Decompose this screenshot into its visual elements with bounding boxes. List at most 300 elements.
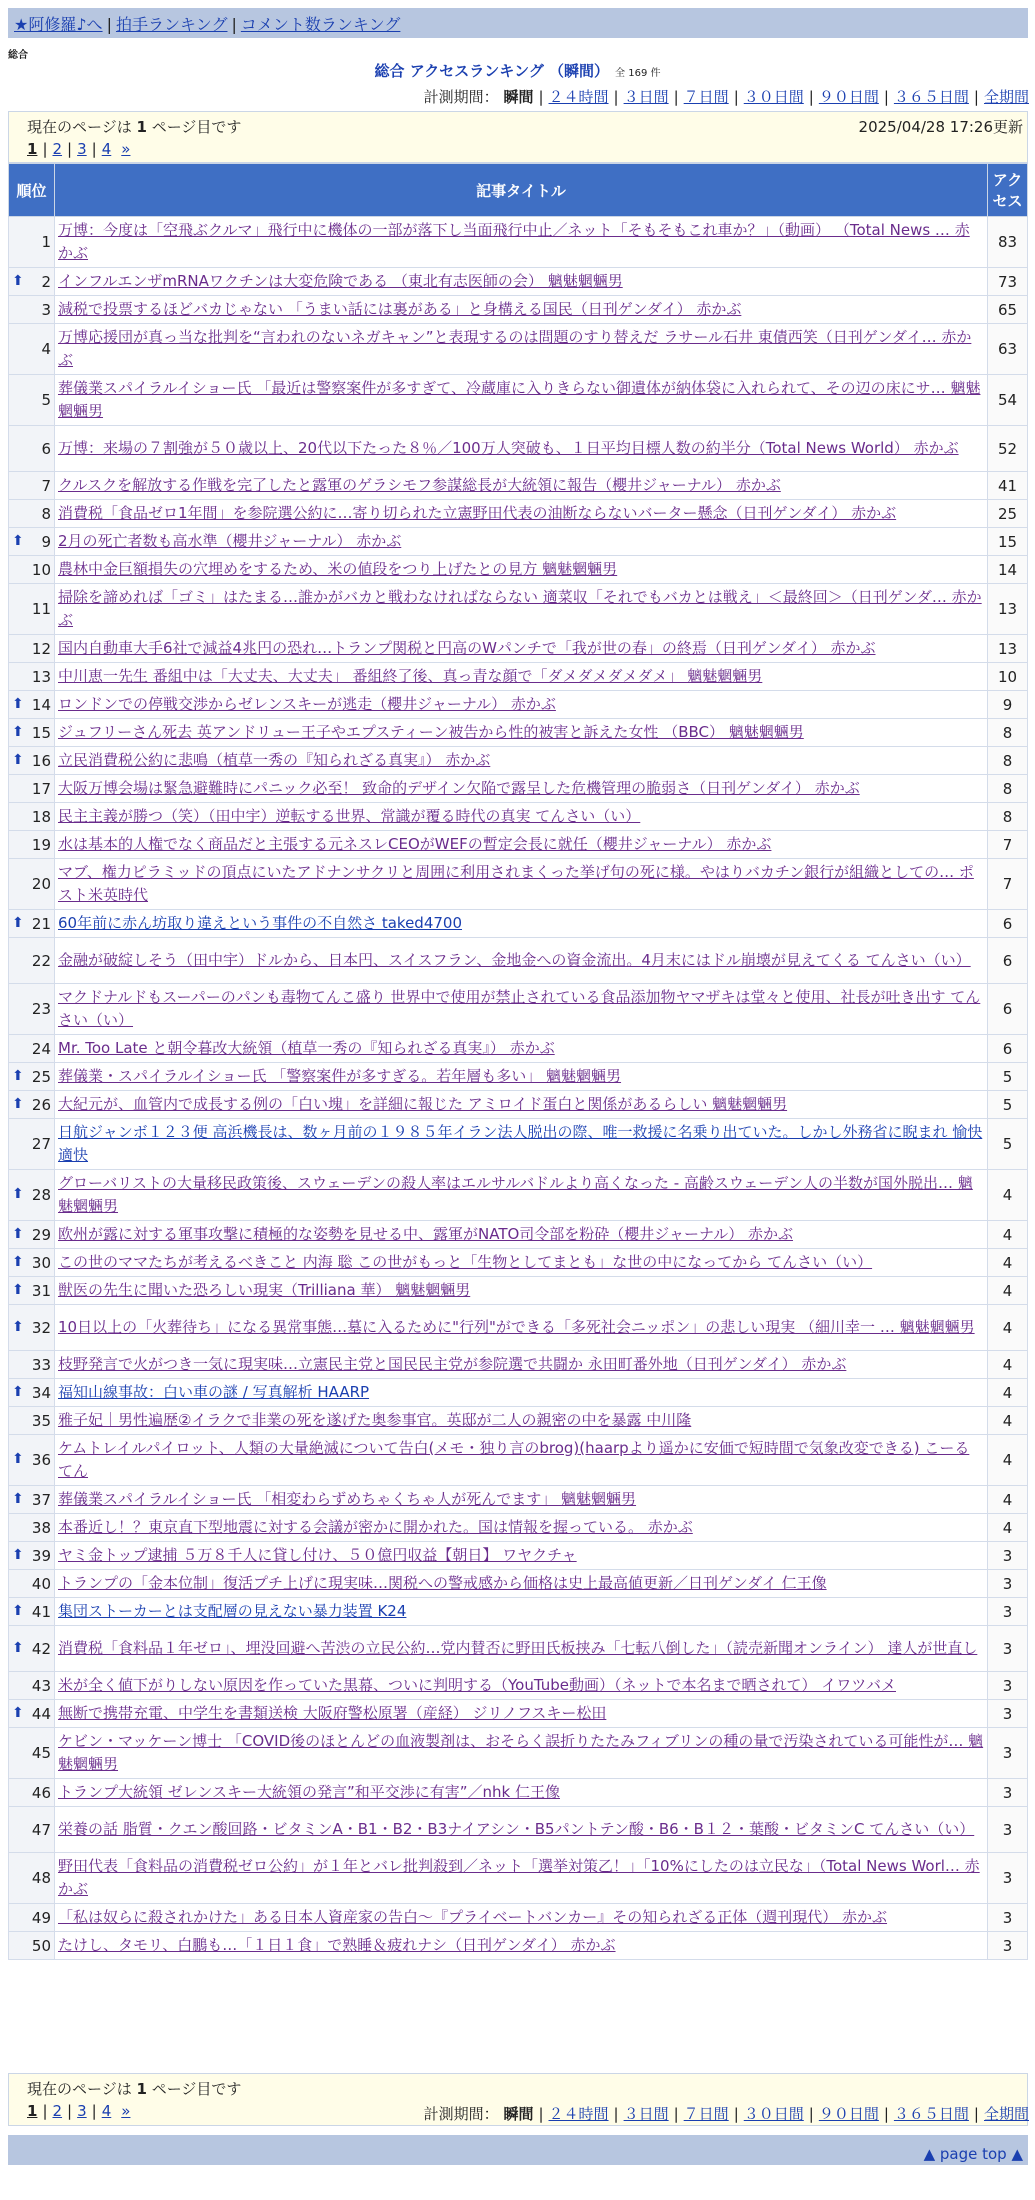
table-row bbox=[9, 831, 1028, 859]
article-title-link[interactable]: 立民消費税公約に悲鳴（植草一秀の『知られざる真実』） 赤かぶ bbox=[58, 751, 491, 769]
article-title-link[interactable]: 本番近し！？東京直下型地震に対する会議が密かに開かれた。国は情報を握っている。 赤かぶ bbox=[58, 1518, 693, 1536]
rank-number: 39 bbox=[31, 1546, 51, 1565]
pagination-current: 1 bbox=[27, 140, 38, 158]
table-row bbox=[9, 663, 1028, 691]
rank-cell bbox=[9, 1486, 55, 1514]
table-row bbox=[9, 1626, 1028, 1672]
up-arrow-icon: ⬆ bbox=[12, 1225, 24, 1242]
period-label: 計測期間： bbox=[423, 88, 499, 106]
access-count: 13 bbox=[988, 584, 1028, 635]
rank-number: 11 bbox=[31, 600, 51, 618]
table-row bbox=[9, 556, 1028, 584]
article-title-link[interactable]: ケムトレイルパイロット、人類の大量絶滅について告白(メモ・独り言のbrog)(haarpより遥かに安価で短時間で気象改変できる) こーるてん bbox=[58, 1439, 970, 1480]
period-link-30d[interactable]: ３０日間 bbox=[743, 2105, 804, 2123]
rank-cell bbox=[9, 984, 55, 1035]
rank-cell bbox=[9, 1807, 55, 1853]
access-count: 4 bbox=[988, 1435, 1028, 1486]
access-count: 4 bbox=[988, 1305, 1028, 1351]
access-count: 5 bbox=[988, 1119, 1028, 1170]
rank-cell bbox=[9, 1379, 55, 1407]
article-title-link[interactable]: 野田代表「食料品の消費税ゼロ公約」が１年とバレ批判殺到／ネット「選挙対策乙！」「10%にしたのは立民な」（Total News Worl… 赤かぶ bbox=[58, 1857, 980, 1898]
title-cell bbox=[55, 426, 988, 472]
title-cell bbox=[55, 635, 988, 663]
table-row bbox=[9, 1514, 1028, 1542]
rank-number: 29 bbox=[31, 1225, 51, 1244]
rank-number: 16 bbox=[31, 751, 51, 770]
article-title-link[interactable]: たけし、タモリ、白鵬も…「１日１食」で熟睡＆疲れナシ（日刊ゲンダイ） 赤かぶ bbox=[58, 1936, 616, 1954]
table-row bbox=[9, 1435, 1028, 1486]
rank-cell bbox=[9, 691, 55, 719]
nav-link-comment-ranking[interactable]: コメント数ランキング bbox=[240, 15, 401, 34]
access-count: 3 bbox=[988, 1700, 1028, 1728]
header-rank: 順位 bbox=[9, 164, 55, 217]
header-title: 記事タイトル bbox=[55, 164, 988, 217]
period-link-24h[interactable]: ２４時間 bbox=[548, 2105, 609, 2123]
table-row bbox=[9, 1700, 1028, 1728]
title-cell bbox=[55, 859, 988, 910]
access-count: 3 bbox=[988, 1626, 1028, 1672]
rank-number: 13 bbox=[31, 667, 51, 686]
rank-number: 6 bbox=[41, 439, 51, 458]
pagination-page-3[interactable]: 3 bbox=[77, 2102, 87, 2120]
rank-number: 46 bbox=[31, 1783, 51, 1802]
article-title-link[interactable]: インフルエンザmRNAワクチンは大変危険である （東北有志医師の会） 魑魅魍魎男 bbox=[58, 272, 623, 290]
title-cell bbox=[55, 1514, 988, 1542]
rank-cell bbox=[9, 1700, 55, 1728]
title-cell bbox=[55, 691, 988, 719]
access-count: 3 bbox=[988, 1728, 1028, 1779]
table-row bbox=[9, 1221, 1028, 1249]
article-title-link[interactable]: 水は基本的人権でなく商品だと主張する元ネスレCEOがWEFの暫定会長に就任（櫻井ジャーナル） 赤かぶ bbox=[58, 835, 772, 853]
pagination-page-4[interactable]: 4 bbox=[101, 2102, 112, 2120]
pagination-page-3[interactable]: 3 bbox=[77, 140, 87, 158]
access-count: 4 bbox=[988, 1277, 1028, 1305]
period-link-90d[interactable]: ９０日間 bbox=[818, 2105, 879, 2123]
period-current: 瞬間 bbox=[503, 88, 534, 106]
article-title-link[interactable]: 獣医の先生に聞いた恐ろしい現実（Trilliana 華） 魑魅魍魎男 bbox=[58, 1281, 471, 1299]
table-row bbox=[9, 296, 1028, 324]
rank-cell bbox=[9, 1932, 55, 1960]
table-row bbox=[9, 1035, 1028, 1063]
access-count: 4 bbox=[988, 1379, 1028, 1407]
pagination-page-2[interactable]: 2 bbox=[52, 2102, 63, 2120]
article-title-link[interactable]: 大阪万博会場は緊急避難時にパニック必至！ 致命的デザイン欠陥で露呈した危機管理の脆弱さ（日刊ゲンダイ） 赤かぶ bbox=[58, 779, 860, 797]
article-title-link[interactable]: ケビン・マッケーン博士 「COVID後のほとんどの血液製剤は、おそらく誤折りたたみフィブリンの種の量で汚染されている可能性が… 魑魅魍魎男 bbox=[58, 1732, 984, 1773]
access-count: 4 bbox=[988, 1170, 1028, 1221]
rank-cell bbox=[9, 217, 55, 268]
rank-number: 23 bbox=[31, 1000, 51, 1018]
access-count: 65 bbox=[988, 296, 1028, 324]
up-arrow-icon: ⬆ bbox=[12, 1383, 24, 1400]
access-count: 3 bbox=[988, 1598, 1028, 1626]
ranking-count: 全 169 件 bbox=[615, 68, 661, 79]
table-row bbox=[9, 635, 1028, 663]
up-arrow-icon: ⬆ bbox=[12, 723, 24, 740]
rank-cell bbox=[9, 528, 55, 556]
table-row bbox=[9, 691, 1028, 719]
period-link-all[interactable]: 全期間 bbox=[983, 88, 1029, 106]
updated-timestamp: 2025/04/28 17:26更新 bbox=[858, 118, 1023, 136]
rank-number: 2 bbox=[41, 272, 51, 291]
article-title-link[interactable]: 減税で投票するほどバカじゃない 「うまい話には裏がある」と身構える国民（日刊ゲンダイ） 赤かぶ bbox=[58, 300, 742, 318]
table-row bbox=[9, 803, 1028, 831]
article-title-link[interactable]: 万博：今度は「空飛ぶクルマ」飛行中に機体の一部が落下し当面飛行中止／ネット「そもそもこれ車か？」（動画） （Total News … 赤かぶ bbox=[58, 221, 970, 262]
article-title-link[interactable]: 無断で携帯充電、中学生を書類送検 大阪府警松原署（産経） ジリノフスキー松田 bbox=[58, 1704, 607, 1722]
title-cell bbox=[55, 1435, 988, 1486]
rank-cell bbox=[9, 1779, 55, 1807]
rank-number: 49 bbox=[31, 1908, 51, 1927]
title-cell bbox=[55, 1379, 988, 1407]
article-title-link[interactable]: 万博応援団が真っ当な批判を“言われのないネガキャン”と表現するのは問題のすり替えだ ラサール石井 東債西笑（日刊ゲンダイ… 赤かぶ bbox=[58, 328, 972, 369]
up-arrow-icon: ⬆ bbox=[12, 1704, 24, 1721]
rank-cell bbox=[9, 1904, 55, 1932]
title-cell bbox=[55, 747, 988, 775]
pagination-top: 1 | 2 | 3 | 4 » bbox=[27, 140, 131, 158]
rank-number: 45 bbox=[31, 1744, 51, 1762]
access-count: 3 bbox=[988, 1542, 1028, 1570]
table-row bbox=[9, 472, 1028, 500]
access-count: 8 bbox=[988, 775, 1028, 803]
rank-cell bbox=[9, 556, 55, 584]
table-row bbox=[9, 984, 1028, 1035]
article-title-link[interactable]: Mr. Too Late と朝令暮改大統領（植草一秀の『知られざる真実』） 赤かぶ bbox=[58, 1039, 555, 1057]
up-arrow-icon: ⬆ bbox=[12, 695, 24, 712]
table-row bbox=[9, 500, 1028, 528]
article-title-link[interactable]: マブ、権力ピラミッドの頂点にいたアドナンサクリと周囲に利用されまくった挙げ句の死に様。やはりバカチン銀行が組織としての… ポスト米英時代 bbox=[58, 863, 974, 904]
rank-number: 8 bbox=[41, 504, 51, 523]
article-title-link[interactable]: 葬儀業スパイラルイショー氏 「相変わらずめちゃくちゃ人が死んでます」 魑魅魍魎男 bbox=[58, 1490, 637, 1508]
table-row bbox=[9, 1063, 1028, 1091]
period-current: 瞬間 bbox=[503, 2105, 534, 2123]
rank-number: 36 bbox=[31, 1451, 51, 1469]
rank-number: 3 bbox=[41, 300, 51, 319]
rank-number: 50 bbox=[31, 1936, 51, 1955]
article-title-link[interactable]: 枝野発言で火がつき一気に現実味…立憲民主党と国民民主党が参院選で共闘か 永田町番外地（日刊ゲンダイ） 赤かぶ bbox=[58, 1355, 847, 1373]
rank-number: 27 bbox=[31, 1135, 51, 1153]
access-count: 6 bbox=[988, 1035, 1028, 1063]
article-title-link[interactable]: 葬儀業スパイラルイショー氏 「最近は警察案件が多すぎて、冷蔵庫に入りきらない御遺体が納体袋に入れられて、その辺の床にサ… 魑魅魍魎男 bbox=[58, 379, 981, 420]
article-title-link[interactable]: トランプ大統領 ゼレンスキー大統領の発言”和平交渉に有害”／nhk 仁王像 bbox=[58, 1783, 560, 1801]
table-row bbox=[9, 1277, 1028, 1305]
title-cell bbox=[55, 910, 988, 938]
access-count: 8 bbox=[988, 719, 1028, 747]
rank-cell bbox=[9, 1626, 55, 1672]
rank-cell bbox=[9, 938, 55, 984]
rank-cell bbox=[9, 1249, 55, 1277]
article-title-link[interactable]: 万博：来場の７割強が５０歳以上、20代以下たった８％／100万人突破も、１日平均目標人数の約半分（Total News World） 赤かぶ bbox=[58, 439, 959, 457]
header-access: アクセス bbox=[988, 164, 1028, 217]
title-cell bbox=[55, 775, 988, 803]
title-cell bbox=[55, 719, 988, 747]
rank-number: 30 bbox=[31, 1253, 51, 1272]
period-link-7d[interactable]: ７日間 bbox=[683, 88, 729, 106]
page-message: 現在のページは 1 ページ目です bbox=[27, 2080, 242, 2098]
article-title-link[interactable]: 金融が破綻しそう（田中宇）ドルから、日本円、スイスフラン、金地金への資金流出。4月末にはドル崩壊が見えてくる てんさい（い） bbox=[58, 951, 971, 969]
rank-number: 17 bbox=[31, 779, 51, 798]
access-count: 8 bbox=[988, 803, 1028, 831]
table-row bbox=[9, 584, 1028, 635]
rank-cell bbox=[9, 747, 55, 775]
nav-link-clap-ranking[interactable]: 拍手ランキング bbox=[115, 15, 228, 34]
title-cell bbox=[55, 1035, 988, 1063]
period-link-90d[interactable]: ９０日間 bbox=[818, 88, 879, 106]
rank-number: 38 bbox=[31, 1518, 51, 1537]
rank-number: 26 bbox=[31, 1095, 51, 1114]
article-title-link[interactable]: 欧州が露に対する軍事攻撃に積極的な姿勢を見せる中、露軍がNATO司令部を粉砕（櫻井ジャーナル） 赤かぶ bbox=[58, 1225, 794, 1243]
title-cell bbox=[55, 1170, 988, 1221]
access-count: 6 bbox=[988, 984, 1028, 1035]
rank-cell bbox=[9, 775, 55, 803]
article-title-link[interactable]: 福知山線事故：白い車の謎 / 写真解析 HAARP bbox=[58, 1383, 370, 1401]
rank-cell bbox=[9, 268, 55, 296]
title-cell bbox=[55, 1570, 988, 1598]
rank-number: 18 bbox=[31, 807, 51, 826]
table-row bbox=[9, 1119, 1028, 1170]
title-cell bbox=[55, 1626, 988, 1672]
rank-number: 24 bbox=[31, 1039, 51, 1058]
up-arrow-icon: ⬆ bbox=[12, 1186, 24, 1202]
up-arrow-icon: ⬆ bbox=[12, 272, 24, 289]
access-count: 4 bbox=[988, 1249, 1028, 1277]
rank-cell bbox=[9, 719, 55, 747]
access-count: 5 bbox=[988, 1091, 1028, 1119]
up-arrow-icon: ⬆ bbox=[12, 751, 24, 768]
title-cell bbox=[55, 296, 988, 324]
article-title-link[interactable]: 民主主義が勝つ（笑）（田中宇）逆転する世界、常識が覆る時代の真実 てんさい（い） bbox=[58, 807, 641, 825]
period-link-3d[interactable]: ３日間 bbox=[623, 2105, 669, 2123]
rank-cell bbox=[9, 1277, 55, 1305]
rank-number: 21 bbox=[31, 914, 51, 933]
rank-number: 43 bbox=[31, 1676, 51, 1695]
table-row bbox=[9, 719, 1028, 747]
access-count: 6 bbox=[988, 938, 1028, 984]
access-count: 6 bbox=[988, 910, 1028, 938]
article-title-link[interactable]: クルスクを解放する作戦を完了したと露軍のゲラシモフ参謀総長が大統領に報告（櫻井ジャーナル） 赤かぶ bbox=[58, 476, 781, 494]
access-count: 54 bbox=[988, 375, 1028, 426]
pagination-next[interactable]: » bbox=[121, 140, 131, 158]
table-row bbox=[9, 1379, 1028, 1407]
title-cell bbox=[55, 984, 988, 1035]
rank-cell bbox=[9, 296, 55, 324]
article-title-link[interactable]: 2月の死亡者数も高水準（櫻井ジャーナル） 赤かぶ bbox=[58, 532, 402, 550]
rank-cell bbox=[9, 426, 55, 472]
access-count: 5 bbox=[988, 1063, 1028, 1091]
rank-number: 5 bbox=[41, 391, 51, 409]
article-title-link[interactable]: 大紀元が、血管内で成長する例の「白い塊」を詳細に報じた アミロイド蛋白と関係があるらしい 魑魅魍魎男 bbox=[58, 1095, 788, 1113]
nav-separator: | bbox=[106, 15, 112, 34]
rank-number: 37 bbox=[31, 1490, 51, 1509]
table-row bbox=[9, 747, 1028, 775]
title-cell bbox=[55, 1598, 988, 1626]
table-row bbox=[9, 1853, 1028, 1904]
access-count: 3 bbox=[988, 1807, 1028, 1853]
article-title-link[interactable]: 10日以上の「火葬待ち」になる異常事態…墓に入るために"行列"ができる「多死社会ニッポン」の悲しい現実 （細川幸一 … 魑魅魍魎男 bbox=[58, 1318, 975, 1336]
period-link-3d[interactable]: ３日間 bbox=[623, 88, 669, 106]
access-count: 9 bbox=[988, 691, 1028, 719]
rank-number: 14 bbox=[31, 695, 51, 714]
title-cell bbox=[55, 500, 988, 528]
table-row bbox=[9, 1091, 1028, 1119]
rank-cell bbox=[9, 584, 55, 635]
table-row bbox=[9, 324, 1028, 375]
article-title-link[interactable]: 消費税「食品ゼロ1年間」を参院選公約に…寄り切られた立憲野田代表の油断ならないバーター懸念（日刊ゲンダイ） 赤かぶ bbox=[58, 504, 897, 522]
title-cell bbox=[55, 1351, 988, 1379]
title-cell bbox=[55, 1700, 988, 1728]
access-count: 7 bbox=[988, 831, 1028, 859]
up-arrow-icon: ⬆ bbox=[12, 1318, 24, 1335]
up-arrow-icon: ⬆ bbox=[12, 914, 24, 931]
rank-cell bbox=[9, 1853, 55, 1904]
rank-number: 31 bbox=[31, 1281, 51, 1300]
title-cell bbox=[55, 831, 988, 859]
title-cell bbox=[55, 1853, 988, 1904]
ranking-table bbox=[8, 163, 1028, 1960]
table-row bbox=[9, 1570, 1028, 1598]
table-row bbox=[9, 1779, 1028, 1807]
period-link-7d[interactable]: ７日間 bbox=[683, 2105, 729, 2123]
article-title-link[interactable]: 消費税「食料品１年ゼロ」、埋没回避へ苦渋の立民公約…党内賛否に野田氏板挟み「七転八倒した」（読売新聞オンライン） 達人が世直し bbox=[58, 1639, 978, 1657]
table-row bbox=[9, 1249, 1028, 1277]
access-count: 3 bbox=[988, 1672, 1028, 1700]
rank-cell bbox=[9, 1063, 55, 1091]
up-arrow-icon: ⬆ bbox=[12, 1490, 24, 1507]
ranking-title bbox=[0, 60, 1035, 81]
period-link-all[interactable]: 全期間 bbox=[983, 2105, 1029, 2123]
access-count: 7 bbox=[988, 859, 1028, 910]
pagination-page-4[interactable]: 4 bbox=[101, 140, 112, 158]
article-title-link[interactable]: トランプの「金本位制」復活プチ上げに現実味…関税への警戒感から価格は史上最高値更新／日刊ゲンダイ 仁王像 bbox=[58, 1574, 827, 1592]
rank-cell bbox=[9, 1570, 55, 1598]
article-title-link[interactable]: グローバリストの大量移民政策後、スウェーデンの殺人率はエルサルバドルより高くなった - 高齢スウェーデン人の半数が国外脱出… 魑魅魍魎男 bbox=[58, 1174, 973, 1215]
rank-cell bbox=[9, 1351, 55, 1379]
access-count: 4 bbox=[988, 1351, 1028, 1379]
article-title-link[interactable]: 掃除を諦めれば「ゴミ」はたまる…誰かがバカと戦わなければならない 適菜収「それでもバカとは戦え」＜最終回＞（日刊ゲンダ… 赤かぶ bbox=[58, 588, 982, 629]
up-arrow-icon: ⬆ bbox=[12, 1546, 24, 1563]
access-count: 8 bbox=[988, 747, 1028, 775]
access-count: 3 bbox=[988, 1570, 1028, 1598]
period-link-365d[interactable]: ３６５日間 bbox=[893, 2105, 969, 2123]
page-top-link-wrap bbox=[924, 2145, 1023, 2163]
rank-number: 20 bbox=[31, 875, 51, 893]
pagination-page-2[interactable]: 2 bbox=[52, 140, 63, 158]
article-title-link[interactable]: 雅子妃｜男性遍歴②イラクで非業の死を遂げた奥参事官。英邸が二人の親密の中を暴露 中川隆 bbox=[58, 1411, 692, 1429]
article-title-link[interactable]: マクドナルドもスーパーのパンも毒物てんこ盛り 世界中で使用が禁止されている食品添加物ヤマザキは堂々と使用、社長が吐き出す てんさい（い） bbox=[58, 988, 981, 1029]
table-row bbox=[9, 217, 1028, 268]
rank-number: 15 bbox=[31, 723, 51, 742]
table-row bbox=[9, 859, 1028, 910]
table-row bbox=[9, 1672, 1028, 1700]
table-row bbox=[9, 1807, 1028, 1853]
section-label: 総合 bbox=[8, 50, 28, 61]
rank-cell bbox=[9, 635, 55, 663]
table-row bbox=[9, 375, 1028, 426]
rank-cell bbox=[9, 1598, 55, 1626]
article-title-link[interactable]: 集団ストーカーとは支配層の見えない暴力装置 K24 bbox=[58, 1602, 407, 1620]
article-title-link[interactable]: 農林中金巨額損失の穴埋めをするため、米の値段をつり上げたとの見方 魑魅魍魎男 bbox=[58, 560, 618, 578]
rank-number: 35 bbox=[31, 1411, 51, 1430]
period-link-365d[interactable]: ３６５日間 bbox=[893, 88, 969, 106]
rank-cell bbox=[9, 831, 55, 859]
article-title-link[interactable]: 葬儀業・スパイラルイショー氏 「警察案件が多すぎる。若年層も多い」 魑魅魍魎男 bbox=[58, 1067, 622, 1085]
title-cell bbox=[55, 1063, 988, 1091]
title-cell bbox=[55, 472, 988, 500]
access-count: 4 bbox=[988, 1221, 1028, 1249]
title-cell bbox=[55, 1249, 988, 1277]
table-row bbox=[9, 1932, 1028, 1960]
rank-number: 32 bbox=[31, 1318, 51, 1337]
access-count: 14 bbox=[988, 556, 1028, 584]
rank-cell bbox=[9, 1514, 55, 1542]
title-cell bbox=[55, 1807, 988, 1853]
ranking-table-body bbox=[9, 217, 1028, 1960]
rank-cell bbox=[9, 1728, 55, 1779]
title-cell bbox=[55, 1091, 988, 1119]
rank-cell bbox=[9, 1672, 55, 1700]
rank-number: 28 bbox=[31, 1186, 51, 1204]
rank-number: 4 bbox=[41, 340, 51, 358]
article-title-link[interactable]: 中川恵一先生 番組中は「大丈夫、大丈夫」 番組終了後、真っ青な顔で「ダメダメダメダメ」 魑魅魍魎男 bbox=[58, 667, 763, 685]
access-count: 3 bbox=[988, 1904, 1028, 1932]
article-title-link[interactable]: ロンドンでの停戦交渉からゼレンスキーが逃走（櫻井ジャーナル） 赤かぶ bbox=[58, 695, 556, 713]
rank-number: 47 bbox=[31, 1820, 51, 1839]
table-row bbox=[9, 910, 1028, 938]
title-cell bbox=[55, 1486, 988, 1514]
article-title-link[interactable]: 栄養の話 脂質・クエン酸回路・ビタミンA・B1・B2・B3ナイアシン・B5パントテン酸・B6・B１２・葉酸・ビタミンC てんさい（い） bbox=[58, 1820, 975, 1838]
rank-cell bbox=[9, 1170, 55, 1221]
page-top-link[interactable]: ▲ page top ▲ bbox=[923, 2145, 1023, 2163]
title-cell bbox=[55, 1904, 988, 1932]
rank-number: 25 bbox=[31, 1067, 51, 1086]
article-title-link[interactable]: 60年前に赤ん坊取り違えという事件の不自然さ taked4700 bbox=[58, 914, 463, 932]
title-cell bbox=[55, 1407, 988, 1435]
rank-cell bbox=[9, 1119, 55, 1170]
period-selector-bottom: 計測期間： 瞬間 | ２４時間 | ３日間 | ７日間 | ３０日間 | ９０日間 | ３６５日間 | 全期間 bbox=[423, 2105, 1029, 2123]
title-cell bbox=[55, 584, 988, 635]
rank-number: 34 bbox=[31, 1383, 51, 1402]
pagination-next[interactable]: » bbox=[121, 2102, 131, 2120]
access-count: 3 bbox=[988, 1853, 1028, 1904]
rank-number: 12 bbox=[31, 639, 51, 658]
article-title-link[interactable]: 国内自動車大手6社で減益4兆円の恐れ…トランプ関税と円高のWパンチで「我が世の春」の終焉（日刊ゲンダイ） 赤かぶ bbox=[58, 639, 876, 657]
up-arrow-icon: ⬆ bbox=[12, 1253, 24, 1270]
up-arrow-icon: ⬆ bbox=[12, 1451, 24, 1467]
period-link-30d[interactable]: ３０日間 bbox=[743, 88, 804, 106]
article-title-link[interactable]: 米が全く値下がりしない原因を作っていた黒幕、ついに判明する（YouTube動画）（ネットで本名まで晒されて） イワツバメ bbox=[58, 1676, 896, 1694]
table-row bbox=[9, 775, 1028, 803]
access-count: 73 bbox=[988, 268, 1028, 296]
period-link-24h[interactable]: ２４時間 bbox=[548, 88, 609, 106]
title-cell bbox=[55, 1728, 988, 1779]
table-row bbox=[9, 1904, 1028, 1932]
access-count: 3 bbox=[988, 1779, 1028, 1807]
article-title-link[interactable]: 「私は奴らに殺されかけた」ある日本人資産家の告白〜『プライベートバンカー』その知られざる正体（週刊現代） 赤かぶ bbox=[58, 1908, 888, 1926]
article-title-link[interactable]: ヤミ金トップ逮捕 ５万８千人に貸し付け、５０億円収益【朝日】 ワヤクチャ bbox=[58, 1546, 577, 1564]
rank-number: 10 bbox=[31, 560, 51, 579]
up-arrow-icon: ⬆ bbox=[12, 1602, 24, 1619]
nav-link-asyura-home[interactable]: ★阿修羅♪へ bbox=[14, 15, 103, 34]
article-title-link[interactable]: ジュフリーさん死去 英アンドリュー王子やエプスティーン被告から性的被害と訴えた女性 （BBC） 魑魅魍魎男 bbox=[58, 723, 804, 741]
rank-number: 42 bbox=[31, 1639, 51, 1658]
table-row bbox=[9, 1305, 1028, 1351]
rank-cell bbox=[9, 663, 55, 691]
rank-cell bbox=[9, 1305, 55, 1351]
period-label: 計測期間： bbox=[423, 2105, 499, 2123]
access-count: 4 bbox=[988, 1407, 1028, 1435]
title-cell bbox=[55, 663, 988, 691]
access-count: 83 bbox=[988, 217, 1028, 268]
article-title-link[interactable]: この世のママたちが考えるべきこと 内海 聡 この世がもっと「生物としてまとも」な世の中になってから てんさい（い） bbox=[58, 1253, 873, 1271]
article-title-link[interactable]: 日航ジャンボ１２３便 高浜機長は、数ヶ月前の１９８５年イラン法人脱出の際、唯一救援に名乗り出ていた。しかし外務省に睨まれ 愉快適快 bbox=[58, 1123, 983, 1164]
